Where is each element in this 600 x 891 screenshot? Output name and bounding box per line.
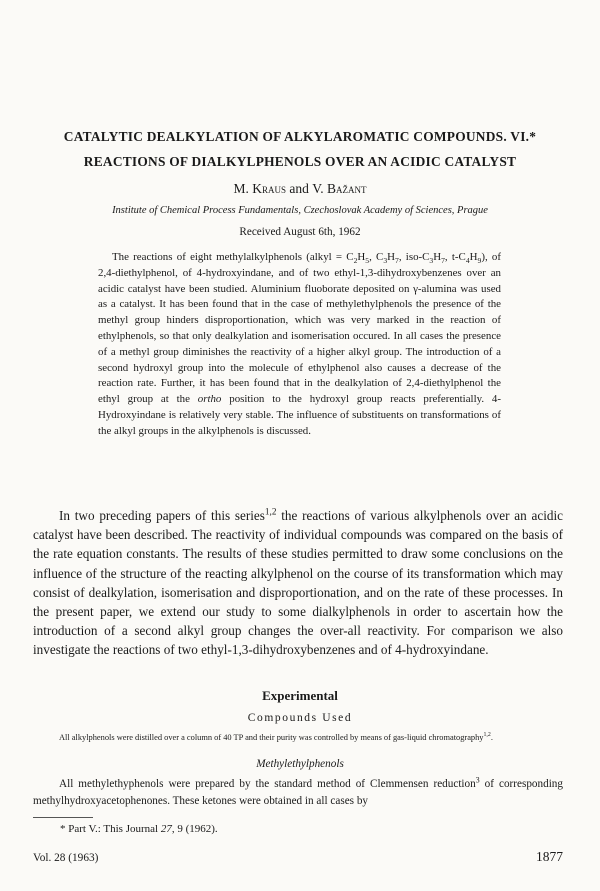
abstract-text: position to the hydroxyl group reacts preferentially. 4-Hydroxyindane is relatively very stable. The influence of substituents on transformations of the alkyl groups in the alkylphenols is discussed. (98, 393, 501, 437)
abstract-text: H (357, 251, 366, 263)
intro-text: In two preceding papers of this series (59, 508, 265, 523)
journal-volume: Vol. 28 (1963) (33, 852, 99, 864)
author-bazant: V. Bažant (312, 181, 367, 196)
intro-paragraph (33, 506, 563, 660)
compounds-note-text: All alkylphenols were distilled over a column of 40 TP and their purity was controlled by means of gas-liquid chromatography (59, 733, 484, 742)
abstract-text: H (469, 251, 478, 263)
abstract-text: , t-C (444, 251, 466, 263)
abstract-text: The reactions of eight methylalkylphenols (alkyl = C (112, 251, 354, 263)
subscript: 7 (441, 256, 445, 266)
footnote-text: , 9 (1962). (171, 823, 218, 835)
methyl-text: of corresponding methylhydroxyacetophenones. These ketones were obtained in all cases by (33, 778, 563, 807)
subscript: 4 (465, 256, 470, 266)
subscript: 7 (395, 256, 399, 266)
abstract-text: , iso-C (398, 251, 430, 263)
abstract-text: H (433, 251, 442, 263)
title-line-2: REACTIONS OF DIALKYLPHENOLS OVER AN ACIDIC CATALYST (83, 154, 517, 169)
abstract-text: , C (369, 251, 384, 263)
subscript: 3 (429, 256, 434, 266)
subscript: 9 (477, 256, 482, 266)
footnote (60, 823, 218, 835)
affiliation: Institute of Chemical Process Fundamentals, Czechoslovak Academy of Sciences, Prague (112, 205, 488, 216)
abstract-text: H (387, 251, 396, 263)
methyl-text: All methylethyphenols were prepared by the standard method of Clemmensen reduction (59, 778, 476, 790)
subscript: 5 (365, 256, 370, 266)
compounds-note (33, 732, 563, 743)
subscript: 3 (383, 256, 388, 266)
author-kraus: M. Kraus (233, 181, 286, 196)
methylethylphenols-paragraph (33, 776, 563, 809)
author-line (0, 181, 600, 197)
footnote-divider (33, 817, 93, 818)
author-conjunction: and (286, 181, 313, 196)
title-line-1: CATALYTIC DEALKYLATION OF ALKYLAROMATIC COMPOUNDS. VI.* (63, 129, 537, 144)
reference-superscript: 3 (475, 775, 480, 785)
footnote-volume: 27 (160, 823, 172, 835)
footnote-marker: * (60, 823, 69, 835)
paper-title (0, 124, 600, 174)
abstract (98, 250, 501, 440)
intro-text: the reactions of various alkylphenols over an acidic catalyst have been described. The reactivity of individual compounds was compared on the basis of the rate equation constants. The results of these studies permitted to draw some conclusions on the influence of the structure of the reacting alkylphenol on the course of its transformation which may consist of dealkylation, isomerisation and disproportionation, and on the rate of these processes. In the present paper, we extend our study to some dialkylphenols in order to ascertain how the introduction of a second alkyl group changes the over-all reactivity. For comparison we also investigate the reactions of two ethyl-1,3-dihydroxybenzenes and of 4-hydroxyindane. (33, 508, 563, 658)
subsection-heading-compounds: Compounds Used (247, 712, 353, 724)
subsection-heading-methylethylphenols: Methylethylphenols (256, 758, 344, 770)
ortho-italic: ortho (197, 393, 222, 406)
abstract-text: ), of 2,4-diethylphenol, of 4-hydroxyindane, and of two ethyl-1,3-dihydroxybenzenes over an acidic catalyst have been studied. Aluminium fluoborate deposited on γ-alumina was used as a catalyst. It has been found that in the case of methylethylphenols the presence of the methyl group hinders disproportionation, which was very marked in the reaction of ethylphenols, so that only dealkylation and isomerisation occured. In all cases the presence of a methyl group diminishes the reactivity of a higher alkyl group. The introduction of a second hydroxyl group into the molecule of ethylphenol also causes a decrease of the reaction rate. Further, it has been found that in the dealkylation of 2,4-diethylphenol the ethyl group at the (98, 251, 501, 406)
reference-superscript: 1,2 (264, 506, 277, 517)
received-date: Received August 6th, 1962 (239, 226, 361, 238)
subscript: 2 (353, 256, 358, 266)
footnote-text: Part V.: This Journal (68, 823, 161, 835)
page-number: 1877 (536, 849, 563, 864)
reference-superscript: 1,2 (483, 732, 491, 739)
compounds-note-text: . (490, 733, 493, 742)
section-heading-experimental: Experimental (262, 688, 338, 703)
